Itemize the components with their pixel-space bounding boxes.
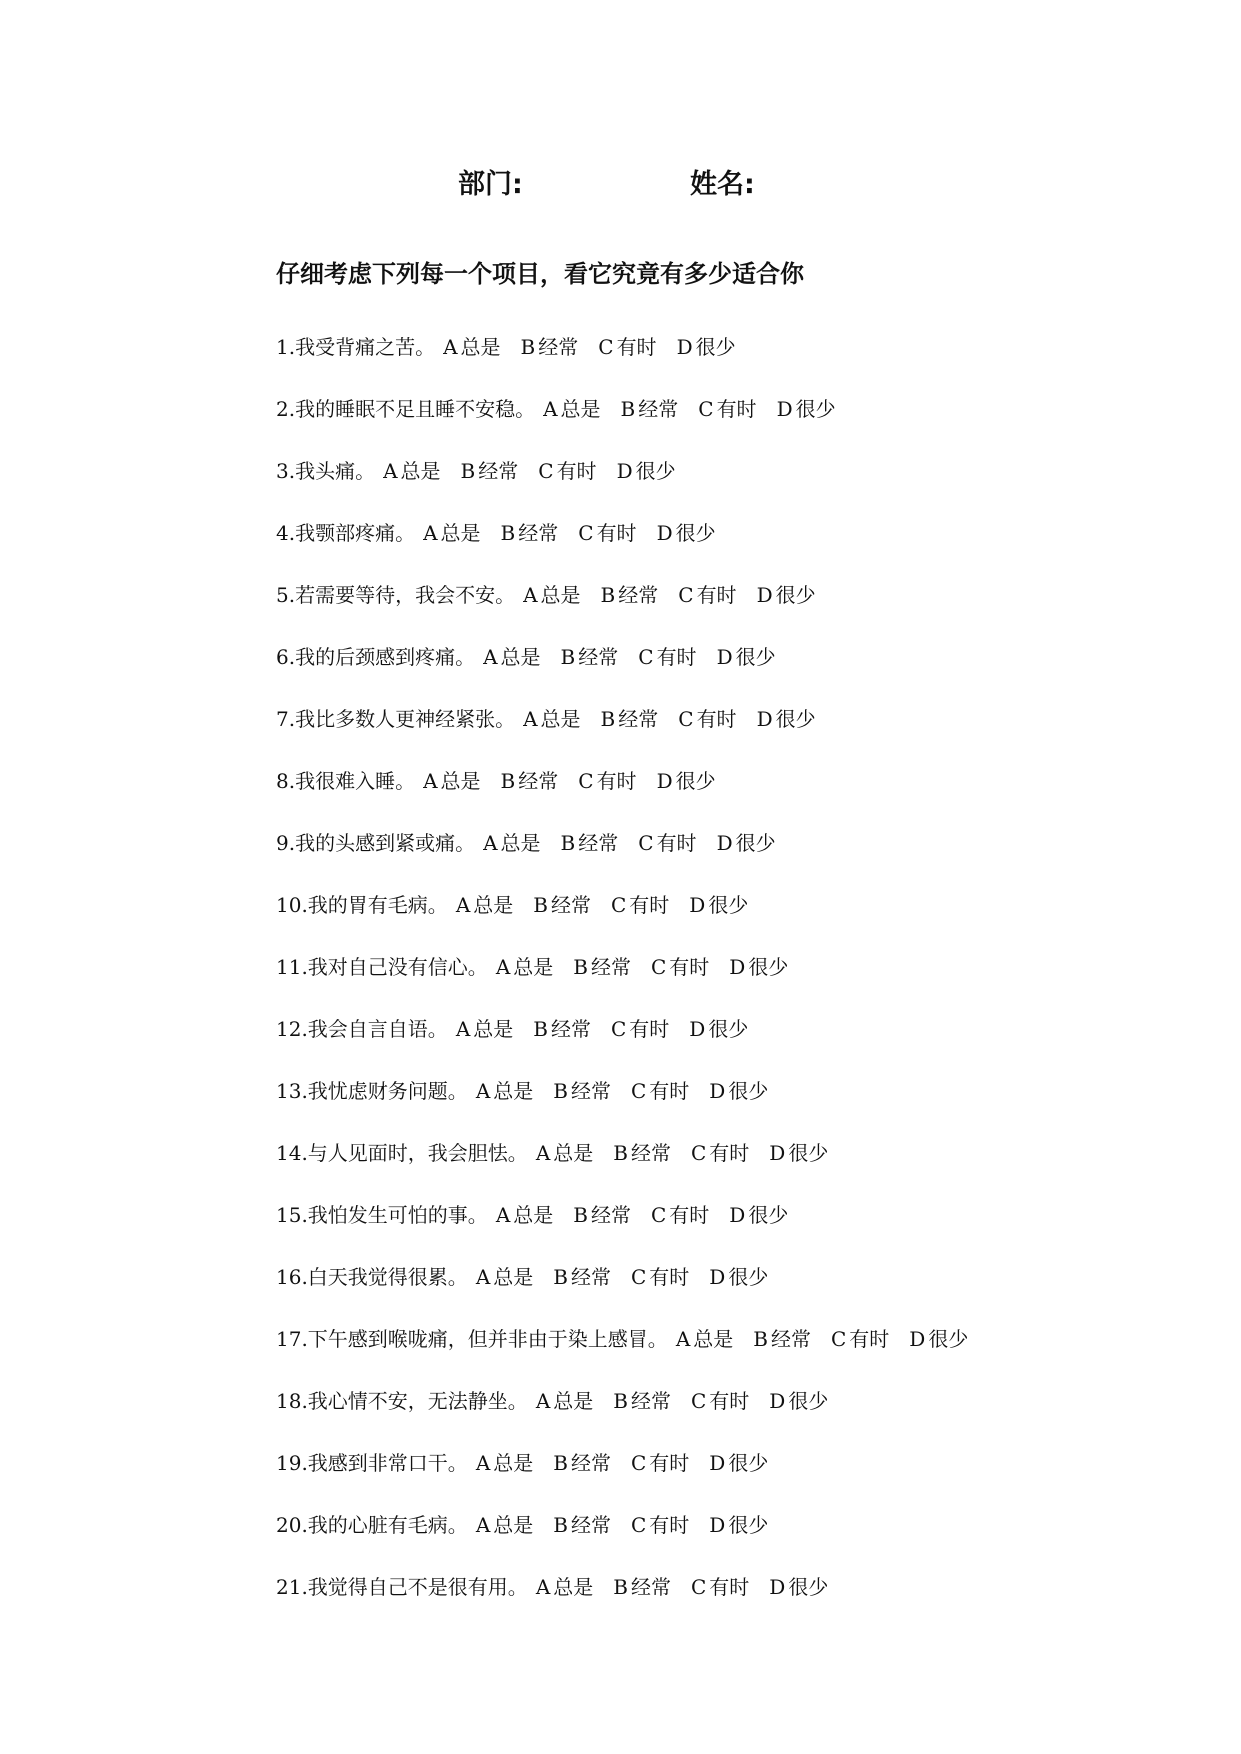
answer-option[interactable] xyxy=(769,1384,828,1418)
option-label: 有时 xyxy=(649,1079,690,1103)
answer-option[interactable] xyxy=(689,888,748,922)
option-label: 很少 xyxy=(675,521,716,545)
answer-option[interactable] xyxy=(631,1074,689,1108)
answer-option[interactable] xyxy=(573,950,631,984)
option-label: 经常 xyxy=(618,707,659,731)
answer-option[interactable] xyxy=(536,1570,593,1604)
question-item xyxy=(276,702,988,764)
option-label: 很少 xyxy=(775,583,816,607)
option-letter: C xyxy=(698,397,714,421)
option-label: 总是 xyxy=(473,893,514,917)
option-label: 有时 xyxy=(596,769,637,793)
option-label: 有时 xyxy=(669,1203,710,1227)
option-label: 有时 xyxy=(629,893,670,917)
question-text: 17.下午感到喉咙痛，但并非由于染上感冒。 xyxy=(276,1327,668,1351)
option-letter: D xyxy=(656,521,673,545)
question-item xyxy=(276,1198,988,1260)
answer-option[interactable] xyxy=(523,578,580,612)
answer-option[interactable] xyxy=(476,1260,533,1294)
option-label: 经常 xyxy=(538,335,579,359)
question-item xyxy=(276,950,988,1012)
option-letter: B xyxy=(460,459,476,483)
option-label: 有时 xyxy=(696,707,737,731)
option-letter: B xyxy=(753,1327,768,1351)
option-letter: B xyxy=(613,1575,628,1599)
option-letter: B xyxy=(533,893,548,917)
option-label: 有时 xyxy=(649,1451,690,1475)
option-label: 经常 xyxy=(570,1079,611,1103)
answer-option[interactable] xyxy=(909,1322,968,1356)
option-label: 很少 xyxy=(735,831,776,855)
option-label: 很少 xyxy=(788,1575,829,1599)
question-item xyxy=(276,888,988,950)
option-letter: D xyxy=(716,831,733,855)
question-item xyxy=(276,454,988,516)
question-text: 14.与人见面时，我会胆怯。 xyxy=(276,1141,528,1165)
option-letter: A xyxy=(475,1513,491,1537)
question-item xyxy=(276,640,988,702)
answer-option[interactable] xyxy=(638,640,696,674)
answer-option[interactable] xyxy=(657,516,716,550)
option-label: 有时 xyxy=(596,521,637,545)
question-item xyxy=(276,1570,988,1632)
answer-option[interactable] xyxy=(483,640,540,674)
answer-option[interactable] xyxy=(651,950,709,984)
option-label: 经常 xyxy=(630,1141,671,1165)
option-label: 有时 xyxy=(656,645,697,669)
answer-option[interactable] xyxy=(631,1508,689,1542)
option-letter: B xyxy=(500,769,516,793)
option-letter: B xyxy=(573,1203,588,1227)
answer-option[interactable] xyxy=(831,1322,889,1356)
option-letter: D xyxy=(909,1327,926,1351)
option-label: 有时 xyxy=(649,1265,690,1289)
option-label: 很少 xyxy=(728,1079,769,1103)
option-label: 经常 xyxy=(570,1513,611,1537)
option-letter: C xyxy=(630,1513,647,1537)
answer-option[interactable] xyxy=(553,1508,611,1542)
answer-option[interactable] xyxy=(521,330,579,364)
option-letter: B xyxy=(600,707,616,731)
answer-option[interactable] xyxy=(561,640,619,674)
option-letter: D xyxy=(689,893,706,917)
answer-option[interactable] xyxy=(476,1074,533,1108)
question-item xyxy=(276,392,988,454)
question-text: 18.我心情不安，无法静坐。 xyxy=(276,1389,528,1413)
answer-option[interactable] xyxy=(501,516,559,550)
option-label: 很少 xyxy=(695,335,736,359)
option-label: 很少 xyxy=(928,1327,969,1351)
answer-option[interactable] xyxy=(423,764,480,798)
answer-option[interactable] xyxy=(423,516,480,550)
option-letter: B xyxy=(533,1017,548,1041)
option-letter: A xyxy=(443,335,458,359)
question-text: 15.我怕发生可怕的事。 xyxy=(276,1203,488,1227)
answer-option[interactable] xyxy=(536,1384,593,1418)
option-letter: B xyxy=(520,335,536,359)
answer-option[interactable] xyxy=(709,1074,768,1108)
option-label: 总是 xyxy=(560,397,601,421)
option-letter: D xyxy=(729,955,746,979)
option-letter: C xyxy=(690,1575,707,1599)
answer-option[interactable] xyxy=(631,1260,689,1294)
answer-option[interactable] xyxy=(601,702,659,736)
option-letter: A xyxy=(523,707,538,731)
option-label: 很少 xyxy=(635,459,676,483)
option-letter: C xyxy=(630,1265,647,1289)
answer-option[interactable] xyxy=(678,702,736,736)
answer-option[interactable] xyxy=(476,1508,533,1542)
option-letter: D xyxy=(616,459,633,483)
answer-option[interactable] xyxy=(757,702,816,736)
answer-option[interactable] xyxy=(691,1384,749,1418)
question-item xyxy=(276,1446,988,1508)
answer-option[interactable] xyxy=(677,330,736,364)
question-item xyxy=(276,826,988,888)
option-letter: C xyxy=(650,955,667,979)
option-letter: D xyxy=(756,707,773,731)
option-letter: D xyxy=(716,645,733,669)
option-label: 很少 xyxy=(748,1203,789,1227)
option-letter: B xyxy=(620,397,636,421)
answer-option[interactable] xyxy=(753,1322,811,1356)
answer-option[interactable] xyxy=(729,950,788,984)
question-text: 21.我觉得自己不是很有用。 xyxy=(276,1575,528,1599)
option-letter: D xyxy=(769,1141,786,1165)
answer-option[interactable] xyxy=(496,950,553,984)
answer-option[interactable] xyxy=(729,1198,788,1232)
option-label: 经常 xyxy=(590,1203,631,1227)
option-label: 经常 xyxy=(630,1575,671,1599)
option-letter: A xyxy=(455,893,471,917)
option-letter: A xyxy=(495,955,511,979)
answer-option[interactable] xyxy=(543,392,600,426)
answer-option[interactable] xyxy=(617,454,676,488)
option-letter: D xyxy=(709,1265,726,1289)
option-letter: A xyxy=(475,1451,491,1475)
option-label: 很少 xyxy=(775,707,816,731)
option-letter: D xyxy=(769,1389,786,1413)
option-label: 经常 xyxy=(638,397,679,421)
option-label: 经常 xyxy=(590,955,631,979)
department-field-label: 部门: xyxy=(458,169,523,200)
option-letter: D xyxy=(729,1203,746,1227)
question-item xyxy=(276,1384,988,1446)
answer-option[interactable] xyxy=(461,454,519,488)
answer-option[interactable] xyxy=(689,1012,748,1046)
option-letter: C xyxy=(578,521,594,545)
option-label: 总是 xyxy=(440,769,481,793)
option-label: 有时 xyxy=(849,1327,890,1351)
option-label: 有时 xyxy=(629,1017,670,1041)
option-letter: A xyxy=(523,583,538,607)
option-letter: D xyxy=(756,583,773,607)
answer-option[interactable] xyxy=(691,1570,749,1604)
option-label: 有时 xyxy=(649,1513,690,1537)
option-label: 有时 xyxy=(669,955,710,979)
question-text: 7.我比多数人更神经紧张。 xyxy=(276,707,516,731)
option-label: 有时 xyxy=(709,1389,750,1413)
option-letter: C xyxy=(630,1451,647,1475)
option-letter: C xyxy=(830,1327,847,1351)
answer-option[interactable] xyxy=(501,764,559,798)
answer-option[interactable] xyxy=(561,826,619,860)
option-letter: A xyxy=(495,1203,511,1227)
option-label: 经常 xyxy=(770,1327,811,1351)
option-label: 很少 xyxy=(728,1451,769,1475)
option-label: 经常 xyxy=(518,769,559,793)
option-letter: D xyxy=(656,769,673,793)
name-field-label: 姓名: xyxy=(690,169,755,200)
option-label: 总是 xyxy=(693,1327,734,1351)
option-label: 总是 xyxy=(493,1451,534,1475)
answer-option[interactable] xyxy=(536,1136,593,1170)
question-text: 12.我会自言自语。 xyxy=(276,1017,448,1041)
option-letter: A xyxy=(383,459,398,483)
answer-option[interactable] xyxy=(553,1074,611,1108)
answer-option[interactable] xyxy=(611,1012,669,1046)
option-letter: C xyxy=(678,583,694,607)
question-text: 4.我颚部疼痛。 xyxy=(276,521,416,545)
option-letter: D xyxy=(676,335,693,359)
answer-option[interactable] xyxy=(533,1012,591,1046)
option-label: 很少 xyxy=(708,893,749,917)
question-item xyxy=(276,1012,988,1074)
question-text: 19.我感到非常口干。 xyxy=(276,1451,468,1475)
answer-option[interactable] xyxy=(657,764,716,798)
question-item xyxy=(276,1136,988,1198)
option-letter: C xyxy=(678,707,694,731)
answer-option[interactable] xyxy=(709,1260,768,1294)
option-letter: A xyxy=(475,1265,491,1289)
question-item xyxy=(276,1508,988,1570)
question-item xyxy=(276,330,988,392)
answer-option[interactable] xyxy=(698,392,756,426)
question-text: 16.白天我觉得很累。 xyxy=(276,1265,468,1289)
question-item xyxy=(276,1074,988,1136)
option-letter: A xyxy=(475,1079,491,1103)
option-letter: B xyxy=(500,521,516,545)
option-letter: C xyxy=(630,1079,647,1103)
option-letter: D xyxy=(689,1017,706,1041)
option-label: 很少 xyxy=(748,955,789,979)
option-label: 总是 xyxy=(460,335,501,359)
option-label: 很少 xyxy=(788,1389,829,1413)
option-letter: C xyxy=(610,893,627,917)
option-label: 经常 xyxy=(518,521,559,545)
option-label: 经常 xyxy=(550,893,591,917)
question-text: 1.我受背痛之苦。 xyxy=(276,335,436,359)
question-text: 20.我的心脏有毛病。 xyxy=(276,1513,468,1537)
option-letter: C xyxy=(598,335,614,359)
option-label: 总是 xyxy=(400,459,441,483)
option-label: 总是 xyxy=(513,1203,554,1227)
option-label: 经常 xyxy=(630,1389,671,1413)
answer-option[interactable] xyxy=(598,330,656,364)
answer-option[interactable] xyxy=(456,1012,513,1046)
option-label: 很少 xyxy=(728,1265,769,1289)
option-label: 总是 xyxy=(500,645,541,669)
question-text: 2.我的睡眠不足且睡不安稳。 xyxy=(276,397,536,421)
answer-option[interactable] xyxy=(456,888,513,922)
option-letter: B xyxy=(600,583,616,607)
option-letter: B xyxy=(553,1265,568,1289)
answer-option[interactable] xyxy=(553,1260,611,1294)
option-letter: B xyxy=(553,1079,568,1103)
option-label: 很少 xyxy=(675,769,716,793)
question-text: 13.我忧虑财务问题。 xyxy=(276,1079,468,1103)
option-label: 经常 xyxy=(478,459,519,483)
option-letter: C xyxy=(638,831,654,855)
option-letter: D xyxy=(769,1575,786,1599)
option-label: 总是 xyxy=(440,521,481,545)
answer-option[interactable] xyxy=(678,578,736,612)
question-list xyxy=(276,330,988,1632)
question-text: 6.我的后颈感到疼痛。 xyxy=(276,645,476,669)
answer-option[interactable] xyxy=(717,826,776,860)
question-text: 10.我的胃有毛病。 xyxy=(276,893,448,917)
form-header xyxy=(458,165,755,205)
option-label: 很少 xyxy=(788,1141,829,1165)
option-label: 经常 xyxy=(578,831,619,855)
option-letter: B xyxy=(553,1513,568,1537)
question-item xyxy=(276,764,988,826)
question-text: 9.我的头感到紧或痛。 xyxy=(276,831,476,855)
option-letter: C xyxy=(690,1389,707,1413)
option-letter: A xyxy=(535,1141,551,1165)
answer-option[interactable] xyxy=(717,640,776,674)
option-letter: C xyxy=(610,1017,627,1041)
answer-option[interactable] xyxy=(691,1136,749,1170)
answer-option[interactable] xyxy=(383,454,440,488)
answer-option[interactable] xyxy=(496,1198,553,1232)
question-text: 3.我头痛。 xyxy=(276,459,376,483)
answer-option[interactable] xyxy=(483,826,540,860)
answer-option[interactable] xyxy=(676,1322,733,1356)
option-label: 总是 xyxy=(553,1389,594,1413)
option-letter: C xyxy=(690,1141,707,1165)
option-letter: A xyxy=(543,397,558,421)
option-letter: A xyxy=(483,645,498,669)
option-letter: A xyxy=(535,1389,551,1413)
option-letter: C xyxy=(538,459,554,483)
option-label: 总是 xyxy=(553,1575,594,1599)
answer-option[interactable] xyxy=(613,1570,671,1604)
answer-option[interactable] xyxy=(709,1446,768,1480)
answer-option[interactable] xyxy=(769,1570,828,1604)
question-text: 5.若需要等待，我会不安。 xyxy=(276,583,516,607)
answer-option[interactable] xyxy=(769,1136,828,1170)
answer-option[interactable] xyxy=(611,888,669,922)
option-letter: D xyxy=(776,397,793,421)
option-label: 有时 xyxy=(696,583,737,607)
option-label: 有时 xyxy=(656,831,697,855)
option-label: 总是 xyxy=(493,1513,534,1537)
answer-option[interactable] xyxy=(638,826,696,860)
option-label: 经常 xyxy=(550,1017,591,1041)
option-letter: D xyxy=(709,1451,726,1475)
answer-option[interactable] xyxy=(553,1446,611,1480)
option-letter: B xyxy=(560,831,576,855)
option-letter: B xyxy=(553,1451,568,1475)
option-letter: A xyxy=(423,769,438,793)
option-label: 经常 xyxy=(570,1451,611,1475)
option-label: 总是 xyxy=(493,1265,534,1289)
answer-option[interactable] xyxy=(578,516,636,550)
option-label: 总是 xyxy=(493,1079,534,1103)
option-label: 很少 xyxy=(708,1017,749,1041)
question-text: 8.我很难入睡。 xyxy=(276,769,416,793)
option-letter: B xyxy=(613,1141,628,1165)
instruction-text: 仔细考虑下列每一个项目，看它究竟有多少适合你 xyxy=(276,260,804,288)
answer-option[interactable] xyxy=(573,1198,631,1232)
option-label: 有时 xyxy=(716,397,757,421)
option-label: 总是 xyxy=(540,583,581,607)
question-item xyxy=(276,516,988,578)
option-letter: C xyxy=(578,769,594,793)
option-label: 总是 xyxy=(513,955,554,979)
answer-option[interactable] xyxy=(538,454,596,488)
answer-option[interactable] xyxy=(443,330,500,364)
option-letter: A xyxy=(675,1327,691,1351)
question-item xyxy=(276,578,988,640)
answer-option[interactable] xyxy=(613,1136,671,1170)
question-item xyxy=(276,1260,988,1322)
answer-option[interactable] xyxy=(621,392,679,426)
answer-option[interactable] xyxy=(476,1446,533,1480)
option-label: 总是 xyxy=(500,831,541,855)
question-text: 11.我对自己没有信心。 xyxy=(276,955,488,979)
option-label: 经常 xyxy=(578,645,619,669)
option-label: 有时 xyxy=(709,1575,750,1599)
option-label: 经常 xyxy=(618,583,659,607)
option-letter: D xyxy=(709,1079,726,1103)
option-letter: A xyxy=(455,1017,471,1041)
option-letter: B xyxy=(560,645,576,669)
question-item xyxy=(276,1322,988,1384)
answer-option[interactable] xyxy=(777,392,836,426)
option-letter: A xyxy=(483,831,498,855)
answer-option[interactable] xyxy=(523,702,580,736)
answer-option[interactable] xyxy=(709,1508,768,1542)
option-label: 经常 xyxy=(570,1265,611,1289)
option-label: 很少 xyxy=(728,1513,769,1537)
answer-option[interactable] xyxy=(651,1198,709,1232)
option-letter: B xyxy=(573,955,588,979)
answer-option[interactable] xyxy=(578,764,636,798)
option-letter: A xyxy=(535,1575,551,1599)
option-letter: B xyxy=(613,1389,628,1413)
option-label: 总是 xyxy=(540,707,581,731)
option-label: 有时 xyxy=(616,335,657,359)
option-letter: D xyxy=(709,1513,726,1537)
option-letter: C xyxy=(638,645,654,669)
option-label: 很少 xyxy=(795,397,836,421)
answer-option[interactable] xyxy=(601,578,659,612)
option-letter: A xyxy=(423,521,438,545)
option-label: 有时 xyxy=(556,459,597,483)
answer-option[interactable] xyxy=(631,1446,689,1480)
option-label: 总是 xyxy=(473,1017,514,1041)
answer-option[interactable] xyxy=(533,888,591,922)
option-label: 很少 xyxy=(735,645,776,669)
answer-option[interactable] xyxy=(613,1384,671,1418)
option-label: 总是 xyxy=(553,1141,594,1165)
option-label: 有时 xyxy=(709,1141,750,1165)
answer-option[interactable] xyxy=(757,578,816,612)
option-letter: C xyxy=(650,1203,667,1227)
